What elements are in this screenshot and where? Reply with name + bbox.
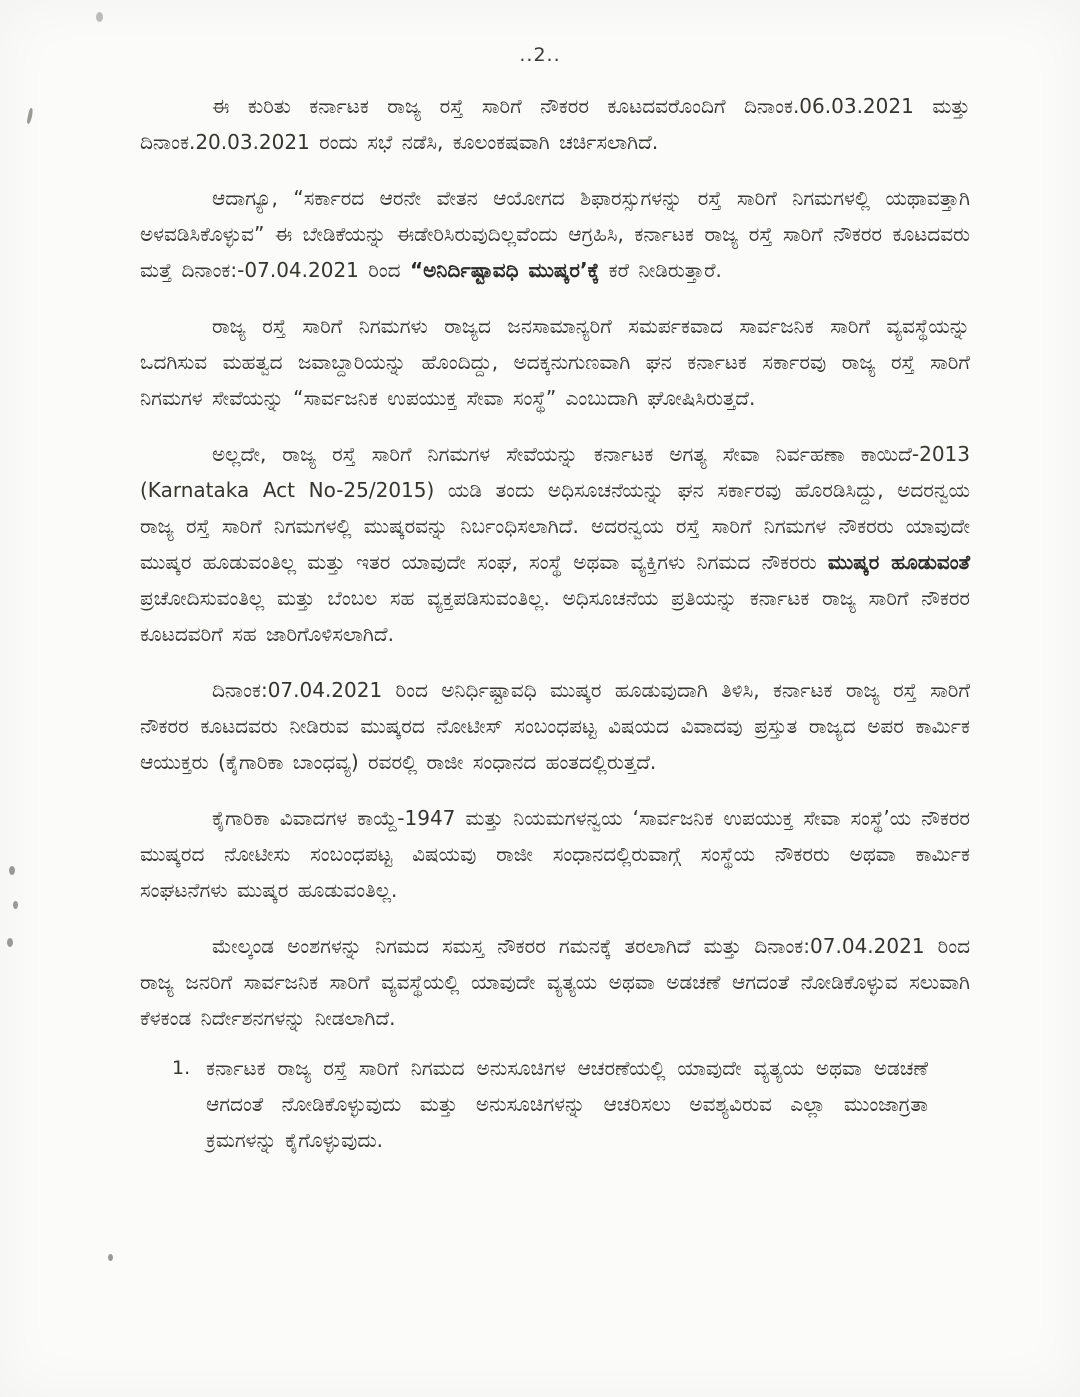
paragraph [140, 672, 970, 780]
body-text: ಕರೆ ನೀಡಿರುತ್ತಾರೆ. [599, 258, 722, 282]
body-text: ಈ ಕುರಿತು ಕರ್ನಾಟಕ ರಾಜ್ಯ ರಸ್ತೆ ಸಾರಿಗೆ ನೌಕರರ ಕೂಟದವರೊಂದಿಗೆ ದಿನಾಂಕ.06.03.2021 ಮತ್ತು ದಿನಾಂಕ.20.03.2021 ರಂದು ಸಭೆ ನಡೆಸಿ, ಕೂಲಂಕಷವಾಗಿ ಚರ್ಚಿಸಲಾಗಿದೆ. [140, 94, 970, 154]
scan-artifact [13, 901, 18, 909]
scan-artifact [7, 938, 13, 947]
body-text: ಪ್ರಚೋದಿಸುವಂತಿಲ್ಲ ಮತ್ತು ಬೆಂಬಲ ಸಹ ವ್ಯಕ್ತಪಡಿಸುವಂತಿಲ್ಲ. ಅಧಿಸೂಚನೆಯ ಪ್ರತಿಯನ್ನು ಕರ್ನಾಟಕ ರಾಜ್ಯ ಸಾರಿಗೆ ನೌಕರರ ಕೂಟದವರಿಗೆ ಸಹ ಜಾರಿಗೊಳಿಸಲಾಗಿದೆ. [140, 586, 970, 646]
body-text: ರಾಜ್ಯ ರಸ್ತೆ ಸಾರಿಗೆ ನಿಗಮಗಳು ರಾಜ್ಯದ ಜನಸಾಮಾನ್ಯರಿಗೆ ಸಮರ್ಪಕವಾದ ಸಾರ್ವಜನಿಕ ಸಾರಿಗೆ ವ್ಯವಸ್ಥೆಯನ್ನು ಒದಗಿಸುವ ಮಹತ್ವದ ಜವಾಬ್ದಾರಿಯನ್ನು ಹೊಂದಿದ್ದು, ಅದಕ್ಕನುಗುಣವಾಗಿ ಘನ ಕರ್ನಾಟಕ ಸರ್ಕಾರವು ರಾಜ್ಯ ರಸ್ತೆ ಸಾರಿಗೆ ನಿಗಮಗಳ ಸೇವೆಯನ್ನು “ಸಾರ್ವಜನಿಕ ಉಪಯುಕ್ತ ಸೇವಾ ಸಂಸ್ಥೆ” ಎಂಬುದಾಗಿ ಘೋಷಿಸಿರುತ್ತದೆ. [140, 314, 970, 410]
body-text: ಅಲ್ಲದೇ, ರಾಜ್ಯ ರಸ್ತೆ ಸಾರಿಗೆ ನಿಗಮಗಳ ಸೇವೆಯನ್ನು ಕರ್ನಾಟಕ ಅಗತ್ಯ ಸೇವಾ ನಿರ್ವಹಣಾ ಕಾಯಿದೆ-2013 (Karnataka Act No-25/2015) ಯಡಿ ತಂದು ಅಧಿಸೂಚನೆಯನ್ನು ಘನ ಸರ್ಕಾರವು ಹೊರಡಿಸಿದ್ದು, ಅದರನ್ವಯ ರಾಜ್ಯ ರಸ್ತೆ ಸಾರಿಗೆ ನಿಗಮಗಳಲ್ಲಿ ಮುಷ್ಕರವನ್ನು ನಿರ್ಬಂಧಿಸಲಾಗಿದೆ. ಅದರನ್ವಯ ರಸ್ತೆ ಸಾರಿಗೆ ನಿಗಮಗಳ ನೌಕರರು ಯಾವುದೇ ಮುಷ್ಕರ ಹೂಡುವಂತಿಲ್ಲ ಮತ್ತು ಇತರ ಯಾವುದೇ ಸಂಘ, ಸಂಸ್ಥೆ ಅಥವಾ ವ್ಯಕ್ತಿಗಳು ನಿಗಮದ ನೌಕರರು [140, 442, 970, 574]
body-text: ದಿನಾಂಕ:07.04.2021 ರಿಂದ ಅನಿರ್ಧಿಷ್ಟಾವಧಿ ಮುಷ್ಕರ ಹೂಡುವುದಾಗಿ ತಿಳಿಸಿ, ಕರ್ನಾಟಕ ರಾಜ್ಯ ರಸ್ತೆ ಸಾರಿಗೆ ನೌಕರರ ಕೂಟದವರು ನೀಡಿರುವ ಮುಷ್ಕರದ ನೋಟೀಸ್ ಸಂಬಂಧಪಟ್ಟ ವಿಷಯದ ವಿವಾದವು ಪ್ರಸ್ತುತ ರಾಜ್ಯದ ಅಪರ ಕಾರ್ಮಿಕ ಆಯುಕ್ತರು (ಕೈಗಾರಿಕಾ ಬಾಂಧವ್ಯ) ರವರಲ್ಲಿ ರಾಜೀ ಸಂಧಾನದ ಹಂತದಲ್ಲಿರುತ್ತದೆ. [140, 678, 970, 774]
paragraph [140, 436, 970, 652]
scan-artifact [26, 108, 33, 124]
body-text: ಆದಾಗ್ಯೂ, “ಸರ್ಕಾರದ ಆರನೇ ವೇತನ ಆಯೋಗದ ಶಿಫಾರಸ್ಸುಗಳನ್ನು ರಸ್ತೆ ಸಾರಿಗೆ ನಿಗಮಗಳಲ್ಲಿ ಯಥಾವತ್ತಾಗಿ ಅಳವಡಿಸಿಕೊಳ್ಳುವ” ಈ ಬೇಡಿಕೆಯನ್ನು ಈಡೇರಿಸಿರುವುದಿಲ್ಲವೆಂದು ಆಗ್ರಹಿಸಿ, ಕರ್ನಾಟಕ ರಾಜ್ಯ ರಸ್ತೆ ಸಾರಿಗೆ ನೌಕರರ ಕೂಟದವರು ಮತ್ತೆ ದಿನಾಂಕ:-07.04.2021 ರಿಂದ [140, 186, 970, 282]
paragraph [140, 180, 970, 288]
body-text: ಕರ್ನಾಟಕ ರಾಜ್ಯ ರಸ್ತೆ ಸಾರಿಗೆ ನಿಗಮದ ಅನುಸೂಚಿಗಳ ಆಚರಣೆಯಲ್ಲಿ ಯಾವುದೇ ವ್ಯತ್ಯಯ ಅಥವಾ ಅಡಚಣೆ ಆಗದಂತೆ ನೋಡಿಕೊಳ್ಳುವುದು ಮತ್ತು ಅನುಸೂಚಿಗಳನ್ನು ಆಚರಿಸಲು ಅವಶ್ಯವಿರುವ ಎಲ್ಲಾ ಮುಂಜಾಗ್ರತಾ ಕ್ರಮಗಳನ್ನು ಕೈಗೊಳ್ಳುವುದು. [206, 1056, 928, 1152]
page-number: ..2.. [519, 44, 561, 66]
paragraph [140, 308, 970, 416]
scan-artifact [108, 1254, 113, 1261]
document-body [140, 88, 970, 1158]
list-item-text [206, 1050, 970, 1158]
scan-artifact [9, 866, 15, 875]
body-text: ಕೈಗಾರಿಕಾ ವಿವಾದಗಳ ಕಾಯ್ದೆ-1947 ಮತ್ತು ನಿಯಮಗಳನ್ವಯ ‘ಸಾರ್ವಜನಿಕ ಉಪಯುಕ್ತ ಸೇವಾ ಸಂಸ್ಥೆ’ಯ ನೌಕರರ ಮುಷ್ಕರದ ನೋಟೀಸು ಸಂಬಂಧಪಟ್ಟ ವಿಷಯವು ರಾಜೀ ಸಂಧಾನದಲ್ಲಿರುವಾಗ್ಗೆ ಸಂಸ್ಥೆಯ ನೌಕರರು ಅಥವಾ ಕಾರ್ಮಿಕ ಸಂಘಟನೆಗಳು ಮುಷ್ಕರ ಹೂಡುವಂತಿಲ್ಲ. [140, 806, 970, 902]
paragraph [140, 88, 970, 160]
body-text: ಮೇಲ್ಕಂಡ ಅಂಶಗಳನ್ನು ನಿಗಮದ ಸಮಸ್ತ ನೌಕರರ ಗಮನಕ್ಕೆ ತರಲಾಗಿದೆ ಮತ್ತು ದಿನಾಂಕ:07.04.2021 ರಿಂದ ರಾಜ್ಯ ಜನರಿಗೆ ಸಾರ್ವಜನಿಕ ಸಾರಿಗೆ ವ್ಯವಸ್ಥೆಯಲ್ಲಿ ಯಾವುದೇ ವ್ಯತ್ಯಯ ಅಥವಾ ಅಡಚಣೆ ಆಗದಂತೆ ನೋಡಿಕೊಳ್ಳುವ ಸಲುವಾಗಿ ಕೆಳಕಂಡ ನಿರ್ದೇಶನಗಳನ್ನು ನೀಡಲಾಗಿದೆ. [140, 934, 970, 1030]
list-marker: 1. [172, 1057, 191, 1079]
emphasized-text: ಮುಷ್ಕರ ಹೂಡುವಂತೆ [827, 550, 971, 574]
scan-artifact [96, 12, 103, 22]
paragraph [140, 928, 970, 1036]
emphasized-text: “ಅನಿರ್ದಿಷ್ಟಾವಧಿ ಮುಷ್ಕರ’ಕ್ಕೆ [409, 258, 600, 282]
list-item [172, 1050, 970, 1158]
paragraph [140, 800, 970, 908]
